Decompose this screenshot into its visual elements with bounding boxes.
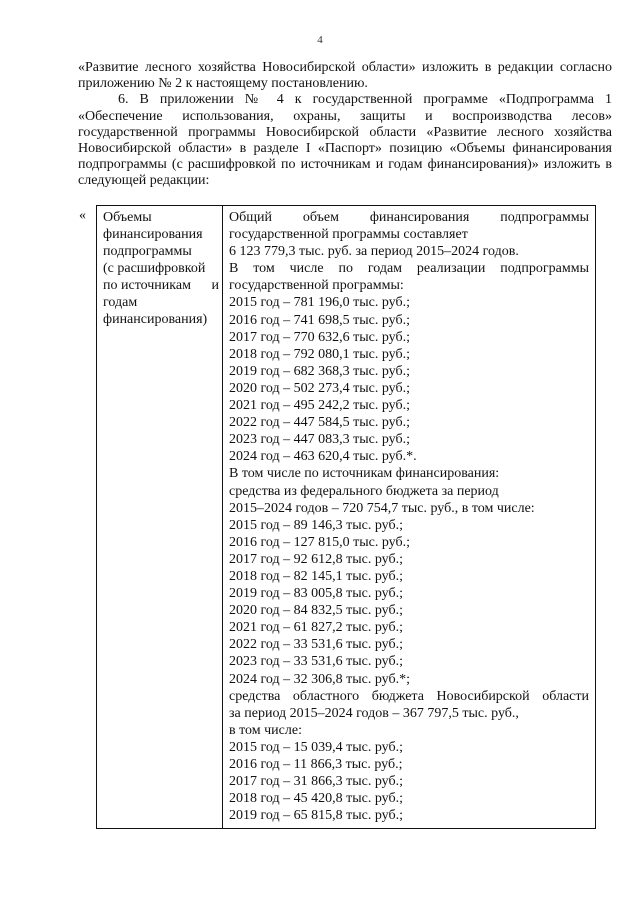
intro-paragraph-2: 6. В приложении № 4 к государственной программе «Подпрограмма 1 «Обеспечение использования, охраны, защиты и воспроизводства лесов» государственной программы Новосибирской области «Развитие лесного хозяйства Новосибирской области» в разделе I «Паспорт» позицию «Объемы финансирования подпрограммы (с расшифровкой по источникам и годам финансирования)» изложить в следующей редакции: [78, 92, 612, 189]
right-cell-line: 2023 год – 447 083,3 тыс. руб.; [229, 432, 410, 448]
left-cell-line: Объемы [103, 210, 152, 225]
left-cell-line [103, 277, 219, 294]
left-cell-line: финансирования) [103, 312, 208, 327]
intro-paragraph-1: «Развитие лесного хозяйства Новосибирской области» изложить в редакции согласно приложению № 2 к настоящему постановлению. [78, 60, 612, 92]
right-cell-line: 2022 год – 447 584,5 тыс. руб.; [229, 415, 410, 431]
right-cell-line: Общий объем финансирования подпрограммы [229, 210, 589, 225]
right-cell-line: 2015 год – 781 196,0 тыс. руб.; [229, 295, 410, 311]
financing-table [96, 205, 596, 829]
right-cell-line: 2018 год – 82 145,1 тыс. руб.; [229, 568, 403, 584]
right-cell-line: 2022 год – 33 531,6 тыс. руб.; [229, 637, 403, 653]
right-cell-line: 2023 год – 33 531,6 тыс. руб.; [229, 654, 403, 670]
right-cell-line: 2016 год – 741 698,5 тыс. руб.; [229, 312, 410, 328]
right-cell-line: 2018 год – 792 080,1 тыс. руб.; [229, 346, 410, 362]
right-cell-line: 2016 год – 127 815,0 тыс. руб.; [229, 534, 410, 550]
right-cell-line: средства из федерального бюджета за период [229, 483, 499, 499]
right-cell-line: 2015 год – 15 039,4 тыс. руб.; [229, 739, 403, 755]
opening-quote: « [79, 208, 86, 223]
right-cell-line: 2016 год – 11 866,3 тыс. руб.; [229, 757, 403, 772]
right-cell-line: государственной программы составляет [229, 227, 468, 243]
right-cell-line: 2020 год – 502 273,4 тыс. руб.; [229, 380, 410, 396]
right-cell-line: 2019 год – 65 815,8 тыс. руб.; [229, 808, 403, 824]
right-cell-line: В том числе по годам реализации подпрограммы [229, 261, 589, 277]
right-cell-line: 2024 год – 463 620,4 тыс. руб.*. [229, 449, 417, 465]
right-cell-line: 2015 год – 89 146,3 тыс. руб.; [229, 517, 403, 533]
right-cell-line: 2018 год – 45 420,8 тыс. руб.; [229, 791, 403, 807]
left-cell-word: по источникам [103, 278, 191, 293]
right-cell-line: государственной программы: [229, 278, 404, 294]
right-cell-line: 2021 год – 61 827,2 тыс. руб.; [229, 620, 403, 636]
left-cell-line: подпрограммы [103, 244, 192, 259]
right-cell-line: 2017 год – 92 612,8 тыс. руб.; [229, 551, 403, 567]
left-cell-line: финансирования [103, 227, 203, 242]
right-cell-line: за период 2015–2024 годов – 367 797,5 тыс. руб., [229, 705, 519, 721]
right-cell-line: В том числе по источникам финансирования: [229, 466, 500, 482]
table-column-divider [222, 206, 223, 828]
table-left-cell [103, 209, 219, 328]
left-cell-line: годам [103, 295, 138, 310]
right-cell-line: 2015–2024 годов – 720 754,7 тыс. руб., в том числе: [229, 500, 535, 516]
right-cell-line: в том числе: [229, 722, 302, 738]
right-cell-line: 2019 год – 83 005,8 тыс. руб.; [229, 586, 403, 602]
page-number: 4 [317, 34, 323, 46]
right-cell-line: 2021 год – 495 242,2 тыс. руб.; [229, 398, 410, 414]
right-cell-line: средства областного бюджета Новосибирской области [229, 688, 589, 704]
intro-text [78, 60, 612, 190]
right-cell-line: 2017 год – 770 632,6 тыс. руб.; [229, 329, 410, 345]
left-cell-word: и [211, 278, 219, 293]
right-cell-line: 6 123 779,3 тыс. руб. за период 2015–2024 годов. [229, 244, 519, 260]
right-cell-line: 2020 год – 84 832,5 тыс. руб.; [229, 603, 403, 619]
right-cell-line: 2019 год – 682 368,3 тыс. руб.; [229, 363, 410, 379]
table-right-cell [229, 209, 589, 824]
right-cell-line: 2024 год – 32 306,8 тыс. руб.*; [229, 671, 410, 687]
right-cell-line: 2017 год – 31 866,3 тыс. руб.; [229, 774, 403, 790]
left-cell-line: (с расшифровкой [103, 261, 206, 276]
